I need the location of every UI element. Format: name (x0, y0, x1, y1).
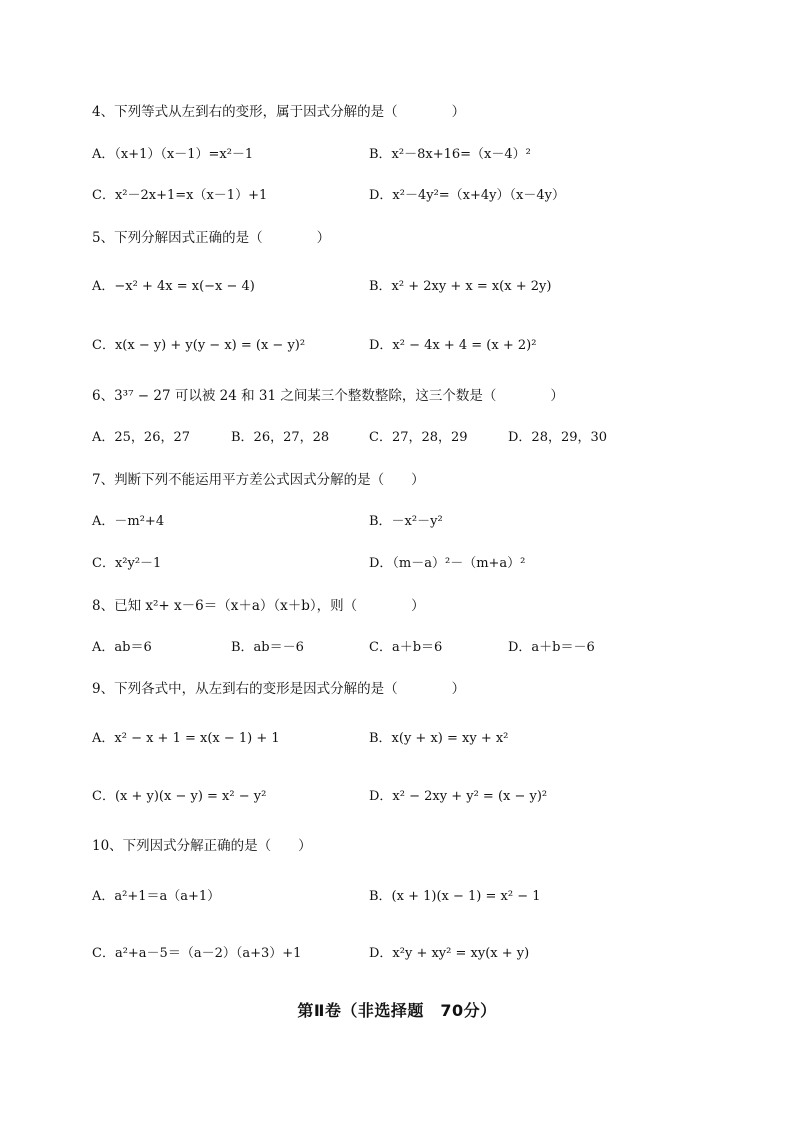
question-6-stem: 6、3³⁷ − 27 可以被 24 和 31 之间某三个整数整除，这三个数是（ ） (92, 388, 564, 404)
question-4-option-d: D．x²－4y²=（x+4y）（x－4y） (369, 188, 565, 203)
question-9-options-row-2 (92, 785, 732, 805)
section-title: 第Ⅱ卷（非选择题 70分） (297, 1001, 497, 1020)
question-4-options-row-2 (92, 184, 732, 204)
question-7-option-b: B．－x²－y² (369, 514, 443, 529)
question-4-stem: 4、下列等式从左到右的变形，属于因式分解的是（ ） (92, 104, 466, 120)
question-6-option-d: D．28，29，30 (508, 430, 608, 445)
question-6-option-b: B．26，27，28 (231, 430, 330, 445)
question-7-option-c: C．x²y²－1 (92, 556, 162, 571)
question-8-stem: 8、已知 x²+ x－6＝（x＋a）（x＋b），则（ ） (92, 598, 425, 614)
question-5-option-d: D．x² − 4x + 4 = (x + 2)² (369, 338, 537, 353)
question-5-options-row-1 (92, 275, 732, 295)
question-8-option-a: A．ab＝6 (92, 640, 152, 655)
question-10-stem: 10、下列因式分解正确的是（ ） (92, 838, 312, 854)
question-9-stem: 9、下列各式中，从左到右的变形是因式分解的是（ ） (92, 681, 466, 697)
question-8-option-b: B．ab＝－6 (231, 640, 304, 655)
question-10-option-c: C．a²+a－5＝（a－2）（a+3）+1 (92, 946, 302, 961)
question-9-option-c: C．(x + y)(x − y) = x² − y² (92, 789, 267, 804)
question-8-options-row (92, 636, 732, 656)
question-9-option-b: B．x(y + x) = xy + x² (369, 731, 509, 746)
question-7-option-d: D．（m－a）²－（m+a）² (369, 556, 526, 571)
question-7-options-row-1 (92, 510, 732, 530)
question-4-options-row-1 (92, 143, 732, 163)
question-9-options-row-1 (92, 727, 732, 747)
question-4-option-a: A．（x+1）（x－1）=x²－1 (92, 147, 254, 162)
question-9-option-a: A．x² − x + 1 = x(x − 1) + 1 (92, 731, 280, 746)
question-5-options-row-2 (92, 334, 732, 354)
question-4-option-c: C．x²－2x+1=x（x－1）+1 (92, 188, 268, 203)
question-6-option-a: A．25，26，27 (92, 430, 191, 445)
question-8-option-d: D．a＋b＝－6 (508, 640, 595, 655)
question-10-options-row-1 (92, 885, 732, 905)
question-10-option-b: B．(x + 1)(x − 1) = x² − 1 (369, 889, 541, 904)
question-7-stem: 7、判断下列不能运用平方差公式因式分解的是（ ） (92, 472, 425, 488)
question-6-options-row (92, 426, 732, 446)
question-8-option-c: C．a＋b＝6 (369, 640, 443, 655)
question-10-option-a: A．a²+1＝a（a+1） (92, 889, 221, 904)
question-5-option-c: C．x(x − y) + y(y − x) = (x − y)² (92, 338, 306, 353)
question-5-option-b: B．x² + 2xy + x = x(x + 2y) (369, 279, 552, 294)
question-7-option-a: A．－m²+4 (92, 514, 165, 529)
question-5-option-a: A．−x² + 4x = x(−x − 4) (92, 279, 255, 294)
question-4-option-b: B．x²－8x+16=（x－4）² (369, 147, 531, 162)
question-6-option-c: C．27，28，29 (369, 430, 468, 445)
question-9-option-d: D．x² − 2xy + y² = (x − y)² (369, 789, 548, 804)
question-7-options-row-2 (92, 552, 732, 572)
question-10-option-d: D．x²y + xy² = xy(x + y) (369, 946, 530, 961)
question-5-stem: 5、下列分解因式正确的是（ ） (92, 230, 331, 246)
question-10-options-row-2 (92, 942, 732, 962)
